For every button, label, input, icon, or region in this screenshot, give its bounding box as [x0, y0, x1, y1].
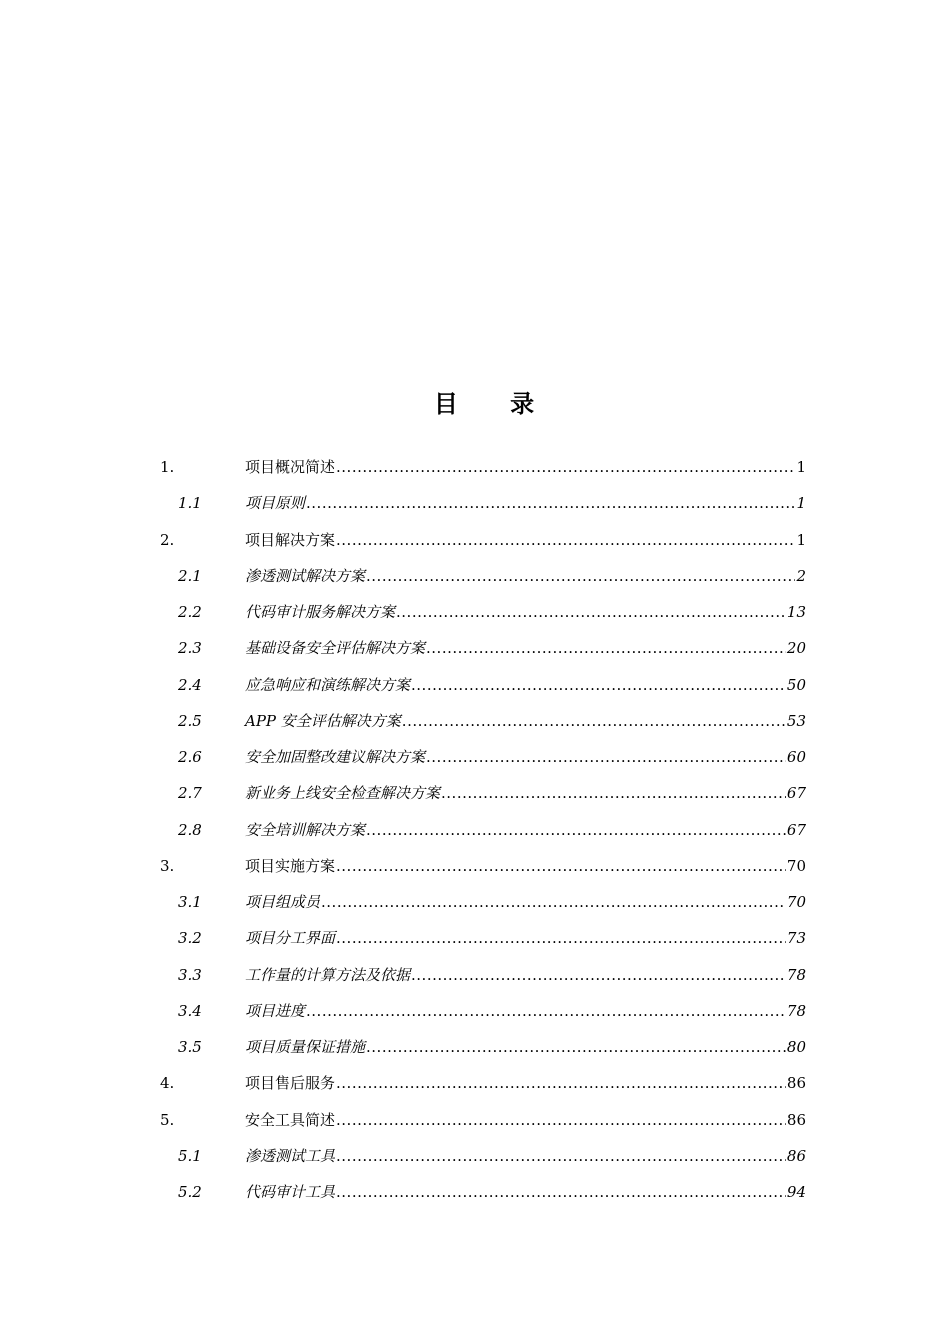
toc-entry-page-number: 60	[786, 748, 806, 766]
toc-entry-number: 5.1	[178, 1146, 202, 1165]
toc-entry-row	[245, 485, 806, 521]
toc-entry[interactable]	[0, 775, 950, 811]
toc-entry-number: 2.6	[178, 748, 202, 766]
toc-entry-label: 项目质量保证措施	[245, 1038, 366, 1056]
toc-entry-label: 项目进度	[245, 1001, 306, 1020]
toc-entry[interactable]	[0, 1174, 950, 1210]
dot-leader	[402, 703, 786, 739]
dot-leader	[411, 957, 786, 993]
toc-entry[interactable]	[0, 630, 950, 666]
toc-entry-number: 2.8	[178, 820, 202, 839]
toc-entry-page-number: 53	[786, 711, 806, 730]
toc-entry-number: 2.5	[178, 711, 202, 730]
toc-entry-row	[245, 848, 806, 884]
toc-entry-page-number: 67	[786, 784, 806, 803]
toc-entry-page-number: 86	[786, 1074, 806, 1093]
toc-entry-page-number: 80	[786, 1038, 806, 1056]
dot-leader	[336, 522, 795, 558]
toc-entry-page-number: 78	[786, 965, 806, 984]
dot-leader	[366, 558, 795, 594]
dot-leader	[426, 630, 786, 666]
toc-entry-number: 3.2	[178, 929, 202, 948]
toc-entry-row	[245, 957, 806, 993]
dot-leader	[336, 1102, 786, 1138]
dot-leader	[366, 1029, 786, 1065]
toc-title: 目 录	[433, 390, 557, 418]
toc-entry-number: 3.3	[178, 965, 202, 984]
toc-entry-label: 安全加固整改建议解决方案	[245, 748, 426, 766]
toc-entry-row	[245, 1174, 806, 1210]
toc-entry-label: 代码审计服务解决方案	[245, 603, 396, 621]
toc-entry-number: 5.	[160, 1110, 175, 1129]
toc-entry-page-number: 2	[796, 566, 806, 585]
toc-entry-page-number: 1	[796, 458, 806, 476]
toc-entry[interactable]	[0, 594, 950, 630]
toc-entry-label: 基础设备安全评估解决方案	[245, 639, 426, 658]
toc-entry[interactable]	[0, 1138, 950, 1174]
toc-entry-row	[245, 594, 806, 630]
toc-entry-number: 2.4	[178, 675, 202, 694]
toc-entry[interactable]	[0, 667, 950, 703]
toc-entry-number: 3.5	[178, 1038, 202, 1056]
toc-list	[0, 449, 950, 1210]
toc-entry-label: APP 安全评估解决方案	[245, 711, 401, 730]
toc-entry-row	[245, 703, 806, 739]
toc-entry-page-number: 13	[786, 603, 806, 621]
dot-leader	[411, 667, 786, 703]
toc-entry-row	[245, 1138, 806, 1174]
toc-entry-number: 3.1	[178, 893, 202, 911]
toc-entry[interactable]	[0, 920, 950, 956]
toc-entry[interactable]	[0, 522, 950, 558]
toc-entry-label: 项目售后服务	[245, 1074, 336, 1093]
toc-entry-label: 渗透测试解决方案	[245, 566, 366, 585]
dot-leader	[306, 485, 795, 521]
toc-entry-label: 项目实施方案	[245, 856, 336, 875]
dot-leader	[366, 812, 786, 848]
toc-entry-label: 项目原则	[245, 494, 306, 513]
toc-entry[interactable]	[0, 957, 950, 993]
toc-entry[interactable]	[0, 1102, 950, 1138]
toc-entry-label: 代码审计工具	[245, 1183, 336, 1201]
toc-entry-page-number: 20	[786, 639, 806, 658]
toc-entry[interactable]	[0, 485, 950, 521]
toc-entry[interactable]	[0, 884, 950, 920]
dot-leader	[321, 884, 786, 920]
dot-leader	[336, 1138, 786, 1174]
toc-entry-label: 安全培训解决方案	[245, 820, 366, 839]
toc-entry-number: 2.	[160, 530, 175, 549]
toc-entry-page-number: 70	[786, 856, 806, 875]
toc-entry-row	[245, 920, 806, 956]
toc-entry-number: 2.7	[178, 784, 202, 803]
toc-entry[interactable]	[0, 449, 950, 485]
toc-entry-row	[245, 1102, 806, 1138]
dot-leader	[336, 1174, 786, 1210]
dot-leader	[336, 920, 786, 956]
toc-entry-label: 项目概况简述	[245, 458, 336, 476]
toc-entry-page-number: 70	[786, 893, 806, 911]
toc-entry-row	[245, 993, 806, 1029]
toc-entry-page-number: 1	[796, 530, 806, 549]
toc-entry-label: 项目解决方案	[245, 530, 336, 549]
toc-entry-number: 2.2	[178, 603, 202, 621]
toc-entry-label: 安全工具简述	[245, 1110, 336, 1129]
toc-entry-label: 应急响应和演练解决方案	[245, 675, 411, 694]
toc-entry-number: 1.	[160, 458, 175, 476]
toc-entry-label: 项目组成员	[245, 893, 321, 911]
toc-entry-label: 渗透测试工具	[245, 1146, 336, 1165]
toc-entry-row	[245, 630, 806, 666]
toc-entry-number: 1.1	[178, 494, 202, 513]
toc-entry-row	[245, 884, 806, 920]
toc-entry[interactable]	[0, 848, 950, 884]
toc-entry-page-number: 78	[786, 1001, 806, 1020]
toc-entry[interactable]	[0, 993, 950, 1029]
toc-entry-page-number: 73	[786, 929, 806, 948]
toc-entry-row	[245, 1029, 806, 1065]
toc-entry-label: 项目分工界面	[245, 929, 336, 948]
toc-entry[interactable]	[0, 739, 950, 775]
toc-entry-page-number: 94	[786, 1183, 806, 1201]
toc-entry-row	[245, 739, 806, 775]
toc-entry[interactable]	[0, 1065, 950, 1101]
toc-entry-number: 2.3	[178, 639, 202, 658]
toc-entry-number: 5.2	[178, 1183, 202, 1201]
dot-leader	[336, 449, 795, 485]
toc-entry[interactable]	[0, 558, 950, 594]
toc-entry-row	[245, 667, 806, 703]
dot-leader	[426, 739, 786, 775]
toc-entry-number: 3.	[160, 856, 175, 875]
dot-leader	[396, 594, 786, 630]
dot-leader	[336, 1065, 786, 1101]
dot-leader	[441, 775, 786, 811]
toc-entry[interactable]	[0, 812, 950, 848]
toc-entry-page-number: 67	[786, 820, 806, 839]
toc-entry-row	[245, 558, 806, 594]
toc-entry-number: 4.	[160, 1074, 175, 1093]
toc-entry-row	[245, 1065, 806, 1101]
toc-entry-row	[245, 522, 806, 558]
toc-entry[interactable]	[0, 703, 950, 739]
toc-entry-page-number: 50	[786, 675, 806, 694]
toc-entry-row	[245, 449, 806, 485]
toc-entry-row	[245, 812, 806, 848]
toc-entry[interactable]	[0, 1029, 950, 1065]
toc-entry-label: 工作量的计算方法及依据	[245, 965, 411, 984]
toc-entry-label: 新业务上线安全检查解决方案	[245, 784, 441, 803]
toc-entry-page-number: 86	[786, 1146, 806, 1165]
dot-leader	[336, 848, 786, 884]
toc-entry-page-number: 1	[796, 494, 806, 513]
toc-entry-page-number: 86	[786, 1110, 806, 1129]
toc-entry-row	[245, 775, 806, 811]
dot-leader	[306, 993, 786, 1029]
toc-entry-number: 3.4	[178, 1001, 202, 1020]
toc-entry-number: 2.1	[178, 566, 202, 585]
